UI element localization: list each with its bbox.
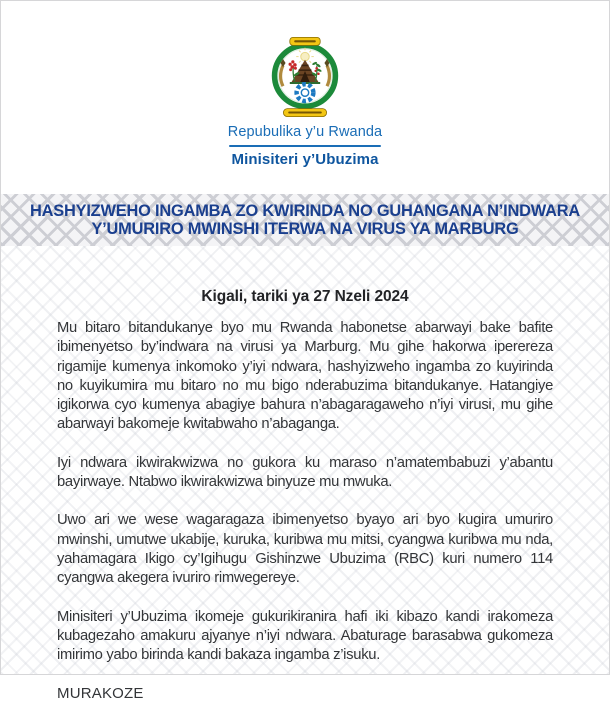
paragraph-4: Minisiteri y’Ubuzima ikomeje gukurikiranira hafi iki kibazo kandi irakomeza kubagezaho amakuru ajyanye n’iyi ndwara. Abaturage barasabwa gukomeza imirimo yabo birinda kandi bakaza ingamba z’isuku.: [57, 608, 553, 664]
document-body: [57, 288, 553, 702]
paragraph-3: Uwo ari we wese wagaragaza ibimenyetso byayo ari byo kugira umuriro mwinshi, umutwe ukabije, kuruka, kuribwa mu mitsi, cyangwa kuribwa mu nda, yahamagara Ikigo cy’Igihugu Gishinzwe Ubuzima (RBC) kuri numero 114 cyangwa akegera ivuriro rimwegereye.: [57, 512, 553, 587]
paragraph-2: Iyi ndwara ikwirakwizwa no gukora ku maraso n’amatembabuzi y’abantu bayirwaye. Ntabwo ikwirakwizwa binyuze mu mwuka.: [57, 454, 553, 491]
paragraph-1: Mu bitaro bitandukanye byo mu Rwanda habonetse abarwayi bake bafite ibimenyetso by’indwara na virusi ya Marburg. Mu gihe hakorwa iperereza rigamije kumenya inkomoko y’iyi ndwara, hashyizweho ingamba zo kuyirinda no kuyikumira mu bitaro no mu bigo nderabuzima bitandukanye. Hatangiye igikorwa cyo kumenya abagiye bahura n’abagaragaweho n’iyi virusi, mu gihe abarwayi bakomeje kwitabwaho n’abaganga.: [57, 320, 553, 433]
document-title-line1: HASHYIZWEHO INGAMBA ZO KWIRINDA NO GUHANGANA N’INDWARA: [29, 201, 581, 220]
header-divider: [229, 145, 381, 147]
rwanda-coat-of-arms-icon: [265, 35, 345, 119]
document-title-line2: Y’UMURIRO MWINSHI ITERWA NA VIRUS YA MARBURG: [91, 220, 519, 238]
document-header: [1, 1, 609, 168]
dateline: Kigali, tariki ya 27 Nzeli 2024: [201, 288, 409, 305]
country-name: Repubulika y’u Rwanda: [227, 124, 383, 140]
title-banner-pattern-band: [1, 194, 609, 246]
closing-word: MURAKOZE: [57, 685, 144, 702]
ministry-name: Minisiteri y’Ubuzima: [231, 151, 379, 168]
